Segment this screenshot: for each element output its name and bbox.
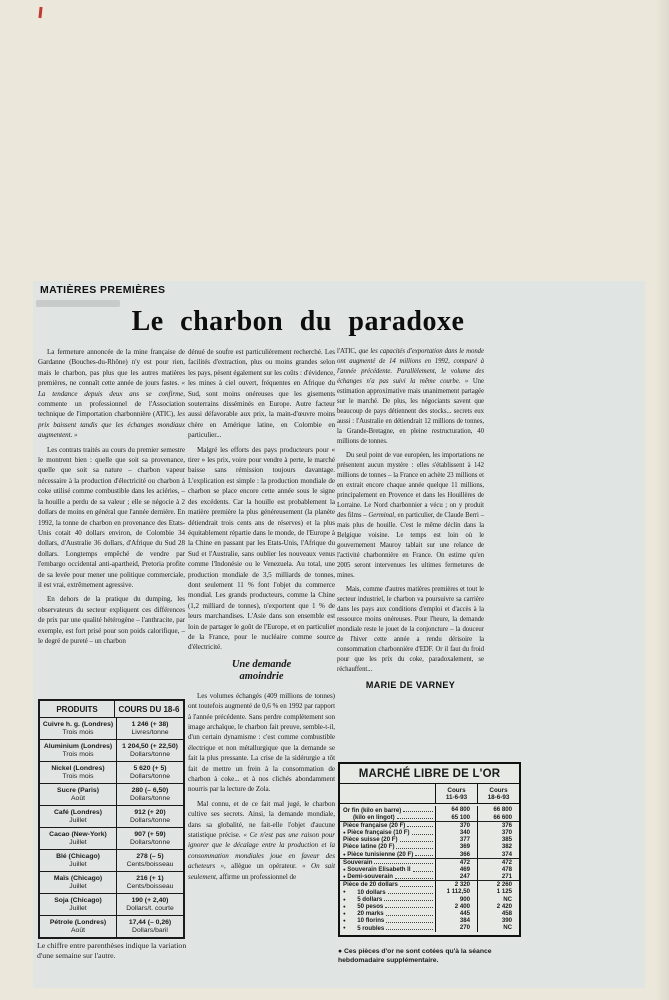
- gold-price-18-6-93: NC: [477, 896, 519, 903]
- gold-row-label: 10 florins: [357, 917, 385, 925]
- gold-market-table: [338, 762, 521, 937]
- gold-row: [340, 850, 519, 858]
- commodity-unit: Livres/tonne: [131, 728, 169, 736]
- author-signature: MARIE DE VARNEY: [365, 680, 456, 690]
- commodity-row: [40, 783, 183, 805]
- commodity-period: Juillet: [69, 816, 87, 824]
- commodity-price-cell: [117, 850, 183, 871]
- dotted-leader: [400, 841, 433, 842]
- column-2-bottom-paragraphs: [188, 691, 335, 882]
- commodity-price-cell: [117, 784, 183, 805]
- gold-row-label: Souverain Elisabeth II: [347, 866, 411, 873]
- body-text: Mais, comme d'autres matières premières et tout le secteur industriel, le charbon va poursuivre sa carrière dans les pays aux conditions d'emploi et d'accès à la ressource moins onéreuses. Pour l'heure, la demande mondiale reste le jouet de la conjoncture – la douceur de l'hiver cette année a rendu dérisoire la consommation charbonnière d'EDF. Or il faut du froid pour que les prix du coke, paradoxalement, se réchauffent...: [337, 586, 484, 673]
- gold-price-18-6-93: 390: [477, 917, 519, 924]
- section-kicker: MATIÈRES PREMIÈRES: [40, 284, 166, 296]
- gold-price-11-6-93: 370: [435, 822, 477, 829]
- commodity-period: Juillet: [69, 882, 87, 890]
- commodity-row: [40, 827, 183, 849]
- bullet-icon: ●: [343, 925, 346, 931]
- body-text: La fermeture annoncée de la mine française de Gardanne (Bouches-du-Rhône) n'y est pour rien, mais le charbon, pas plus que les autres matières premières, ne connaît cette année de jours fastes.: [38, 348, 185, 388]
- commodity-name-cell: [40, 850, 117, 871]
- gold-header-col2-line2: 18-6-93: [487, 793, 510, 801]
- dotted-leader: [407, 826, 433, 827]
- body-text: commente un professionnel de l'Association technique de l'importation charbonnière (ATIC),: [38, 400, 185, 419]
- gold-header-col1-line2: 11-6-93: [445, 793, 468, 801]
- quote-text: « La tendance depuis deux ans se confirme,: [38, 379, 185, 398]
- gold-price-18-6-93: 370: [477, 829, 519, 836]
- dotted-leader: [400, 886, 433, 887]
- gold-row-label: Pièce suisse (20 F): [343, 836, 398, 844]
- commodity-unit: Dollars/tonne: [129, 772, 171, 780]
- commodity-unit: Dollars/tonne: [129, 838, 171, 846]
- commodity-name: Cacao (New-York): [49, 830, 107, 838]
- article-subhead: [188, 659, 335, 684]
- article-paragraph: [38, 445, 185, 591]
- commodity-period: Août: [71, 926, 85, 934]
- article-paragraph: [188, 799, 335, 882]
- gold-row-label: 20 marks: [357, 910, 384, 918]
- article-paragraph: [337, 585, 484, 675]
- commodities-header-products: PRODUITS: [40, 701, 115, 717]
- commodity-period: Août: [71, 794, 85, 802]
- gold-price-11-6-93: 366: [435, 850, 477, 857]
- gold-row-label-cell: [340, 829, 435, 836]
- gold-row-label: Pièce française (20 F): [343, 821, 406, 829]
- commodity-name: Café (Londres): [54, 808, 102, 816]
- gold-row: [340, 814, 519, 822]
- body-text: l'ATIC,: [337, 348, 359, 355]
- body-text: Malgré les efforts des pays producteurs pour « tirer » les prix, voire pour vendre à perte, le marché baisse sans rémission toujours davantage. L'explication est simple : la production mondiale de charbon se place encore cette année sous le signe des excédents. Car la houille est probablement la matière première la plus généreusement (la planète détiendrait trois cents ans de réserves) et la plus équitablement répartie dans le monde, de l'Europe à la Chine en passant par les Etats-Unis, l'Afrique du Sud et l'Australie, sans oublier les nouveaux venus comme l'Indonésie ou le Venezuela. Au total, une production mondiale de 3,5 milliards de tonnes, dont seulement 11 % font l'objet du commerce mondial. Les grands producteurs, comme la Chine (1,2 milliard de tonnes), n'exportent que 1 % de leurs marchandises. L'Asie dans son ensemble est loin de partager le goût de l'Europe, et en particulier de la France, pour le nucléaire comme source d'électricité.: [188, 445, 335, 652]
- dotted-leader: [403, 811, 433, 812]
- commodity-price: 216 (+ 1): [136, 874, 164, 882]
- gold-header-col1-line1: Cours: [447, 786, 466, 794]
- gold-price-11-6-93: 65 100: [435, 814, 477, 821]
- gold-price-11-6-93: 247: [435, 873, 477, 880]
- gold-row-label-cell: [340, 881, 435, 888]
- commodity-name-cell: [40, 872, 117, 893]
- commodity-period: Trois mois: [62, 772, 94, 780]
- dotted-leader: [413, 871, 433, 872]
- article-paragraph: [38, 594, 185, 646]
- gold-row: [340, 822, 519, 829]
- gold-row: [340, 836, 519, 843]
- gold-price-18-6-93: 376: [477, 822, 519, 829]
- gold-row: [340, 829, 519, 836]
- commodity-unit: Dollars/t. courte: [126, 904, 174, 912]
- gold-price-11-6-93: 270: [435, 924, 477, 931]
- commodities-table-footnote: Le chiffre entre parenthèses indique la variation d'une semaine sur l'autre.: [37, 941, 187, 960]
- gold-price-18-6-93: NC: [477, 924, 519, 931]
- commodities-header-price: COURS DU 18-6: [118, 705, 180, 714]
- commodity-name: Pétrole (Londres): [49, 918, 107, 926]
- gold-header-col2-line1: Cours: [489, 786, 508, 794]
- article-column-1: [38, 347, 185, 650]
- body-text: Mal connu, et de ce fait mal jugé, le charbon cultive ses secrets. Ainsi, la demande mondiale, dans sa globalité, ne fait-elle l'objet d'aucune statistique précise.: [188, 799, 335, 840]
- commodity-name: Cuivre h. g. (Londres): [42, 720, 114, 728]
- gold-row-label: Demi-souverain: [347, 873, 393, 881]
- commodity-row: [40, 739, 183, 761]
- gold-price-18-6-93: 472: [477, 859, 519, 866]
- bullet-icon: ●: [343, 851, 346, 857]
- gold-row-label: 50 pesos: [357, 902, 384, 910]
- body-text: En dehors de la pratique du dumping, les observateurs du secteur expliquent ces différences de prix par une qualité hétérogène – l'anthracite, par exemple, est fort prisé pour son poids calorifique, – le degré de pureté – un charbon: [38, 595, 185, 645]
- gold-row: [340, 806, 519, 813]
- gold-row-label: Pièce de 20 dollars: [343, 881, 398, 889]
- column-3-paragraphs: [337, 347, 484, 675]
- article-headline: Le charbon du paradoxe: [131, 306, 465, 337]
- bullet-icon: ●: [343, 911, 346, 917]
- commodity-name-cell: [40, 894, 117, 915]
- commodities-table: [38, 699, 185, 939]
- gold-row-label-cell: [340, 806, 435, 813]
- commodity-price-cell: [117, 916, 183, 937]
- commodity-name-cell: [40, 784, 117, 805]
- gold-row-label: 5 roubles: [357, 924, 385, 932]
- gold-row-label-cell: [340, 917, 435, 924]
- commodity-period: Trois mois: [62, 750, 94, 758]
- gold-table-footnote: ● Ces pièces d'or ne sont cotées qu'à la séance hebdomadaire supplémentaire.: [338, 948, 492, 964]
- body-text: dénué de soufre est particulièrement recherché. Les facilités d'extraction, plus ou moins grandes selon les pays, pèsent également sur les coûts : d'évidence, les mines à ciel ouvert, fréquentes en Afrique du Sud, sont moins onéreuses que les gisements souterrains disséminés en Europe. Autre facteur aussi défavorable aux prix, la main-d'œuvre moins chère en Amérique latine, en Colombie en particulier...: [188, 348, 335, 440]
- commodity-price: 280 (– 6,50): [131, 786, 169, 794]
- gold-row-label-cell: [340, 814, 435, 821]
- commodity-price-cell: [117, 762, 183, 783]
- commodity-row: [40, 915, 183, 937]
- gold-price-11-6-93: 2 320: [435, 881, 477, 888]
- commodity-price: 17,44 (– 0,26): [128, 918, 172, 926]
- gold-price-18-6-93: 271: [477, 873, 519, 880]
- dotted-leader: [386, 922, 433, 923]
- gold-row-label: Or fin (kilo en barre): [343, 806, 402, 814]
- gold-row: [340, 873, 519, 881]
- dotted-leader: [374, 863, 433, 864]
- quote-text: les prix baissent tandis que les échanges mondiaux augmentent. »: [38, 410, 185, 440]
- gold-price-18-6-93: 2 420: [477, 903, 519, 910]
- gold-header-spacer: [340, 784, 435, 803]
- commodity-row: [40, 871, 183, 893]
- gold-row-label-cell: [340, 866, 435, 873]
- gold-price-18-6-93: 2 260: [477, 881, 519, 888]
- gold-row: [340, 866, 519, 873]
- bullet-icon: ●: [343, 889, 346, 895]
- article-paragraph: [188, 445, 335, 653]
- commodity-unit: Dollars/tonne: [129, 816, 171, 824]
- gold-price-11-6-93: 64 800: [435, 806, 477, 813]
- commodity-name: Nickel (Londres): [51, 764, 105, 772]
- gold-row-label: 5 dollars: [357, 895, 383, 903]
- gold-row-label-cell: [340, 836, 435, 843]
- commodity-unit: Cents/boisseau: [126, 860, 174, 868]
- bullet-icon: ●: [343, 896, 346, 902]
- commodity-name: Maïs (Chicago): [53, 874, 103, 882]
- article-column-2: [188, 347, 335, 886]
- commodity-unit: Cents/boisseau: [126, 882, 174, 890]
- commodity-name-cell: [40, 806, 117, 827]
- commodity-unit: Dollars/baril: [132, 926, 168, 934]
- commodity-name-cell: [40, 718, 117, 739]
- commodity-row: [40, 893, 183, 915]
- gold-row-label-cell: [340, 822, 435, 829]
- commodity-name-cell: [40, 740, 117, 761]
- commodity-price-cell: [117, 740, 183, 761]
- dotted-leader: [397, 818, 433, 819]
- gold-row-label-cell: [340, 888, 435, 895]
- commodity-name: Aluminium (Londres): [43, 742, 113, 750]
- gold-row: [340, 903, 519, 910]
- gold-row: [340, 881, 519, 888]
- commodity-price-cell: [117, 894, 183, 915]
- gold-row-label-cell: [340, 903, 435, 910]
- body-text: Les contrats traités au cours du premier semestre le montrent bien : quelle que soit sa provenance, quelle que soit sa nature – charbon vapeur nécessaire à la production d'électricité ou charbon à coke utilisé comme combustible dans les aciéries, – la houille a perdu de sa valeur ; elle se négocie à 2 dollars de moins en général que l'année dernière. En 1992, la tonne de charbon en provenance des Etats-Unis cotait 40 dollars environ, de Colombie 34 dollars, d'Australie 36 dollars, d'Afrique du Sud 28 dollars. Longtemps empêché de vendre par l'embargo occidental anti-apartheid, Pretoria profite de sa levée pour mener une politique commerciale, il est vrai, extrêmement agressive.: [38, 445, 185, 589]
- gold-row-label: Pièce latine (20 F): [343, 843, 395, 851]
- article-paragraph: [188, 347, 335, 441]
- gold-row-label-cell: [340, 859, 435, 866]
- gold-row-label-cell: [340, 910, 435, 917]
- commodity-period: Juillet: [69, 860, 87, 868]
- column-2-top-paragraphs: [188, 347, 335, 653]
- commodity-row: [40, 805, 183, 827]
- gold-table-title: MARCHÉ LIBRE DE L'OR: [340, 764, 519, 784]
- gold-price-18-6-93: 478: [477, 866, 519, 873]
- commodity-unit: Dollars/tonne: [129, 750, 171, 758]
- bullet-icon: ●: [343, 903, 346, 909]
- subhead-line-1: Une demande: [231, 658, 292, 670]
- commodity-period: Juillet: [69, 838, 87, 846]
- dotted-leader: [388, 893, 433, 894]
- dotted-leader: [396, 848, 433, 849]
- gold-row-label: (kilo en lingot): [353, 813, 395, 821]
- gold-row: [340, 859, 519, 866]
- gold-row: [340, 896, 519, 903]
- body-text: affirme un professionnel de: [219, 872, 297, 881]
- gold-price-18-6-93: 66 800: [477, 806, 519, 813]
- commodity-row: [40, 718, 183, 739]
- commodity-name: Blé (Chicago): [56, 852, 100, 860]
- gold-row-label-cell: [340, 924, 435, 931]
- commodity-price: 5 620 (+ 5): [133, 764, 167, 772]
- gold-price-11-6-93: 2 400: [435, 903, 477, 910]
- commodity-price: 907 (+ 59): [134, 830, 166, 838]
- gold-row-label: Pièce française (10 F): [347, 829, 410, 837]
- bullet-icon: ●: [343, 874, 346, 880]
- commodity-unit: Dollars/tonne: [129, 794, 171, 802]
- dotted-leader: [384, 900, 433, 901]
- body-text: , en particulier, de Claude Berri – mais plus de houille. C'est le même déclin dans la Belgique voisine. Le temps est loin où le gouvernement Mauroy tablait sur une relance de l'activité charbonnière en France. On estime qu'en 2005 seront intervenues les ultimes fermetures de mines.: [337, 512, 484, 579]
- gold-price-18-6-93: 458: [477, 910, 519, 917]
- body-text: Les volumes échangés (409 millions de tonnes) ont toutefois augmenté de 0,6 % en 1992 par rapport à l'année précédente. Sans perdre complètement son image archaïque, le charbon fait preuve, semble-t-il, d'un certain dynamisme : c'est comme combustible électrique et non métallurgique que la demande se fait la plus pressante. La crise de la sidérurgie a tôt fait de mettre un frein à la consommation de charbon à coke... et à nos clichés abondamment nourris par la lecture de Zola.: [188, 691, 335, 794]
- body-text: Du seul point de vue européen, les importations ne présentent aucun mystère : elles s'établissent à 142 millions de tonnes – la France en achète 23 millions et en extrait encore chaque année quelque 11 millions, principalement en Provence et dans les Houillères de Lorraine. Le Nord charbonnier a vécu ; on y produit des films –: [337, 452, 484, 519]
- gold-row-label-cell: [340, 873, 435, 880]
- commodity-price-cell: [117, 828, 183, 849]
- dotted-leader: [415, 855, 433, 856]
- commodity-price: 190 (+ 2,40): [131, 896, 169, 904]
- dotted-leader: [386, 915, 433, 916]
- gold-row: [340, 917, 519, 924]
- commodity-price: 912 (+ 20): [134, 808, 166, 816]
- commodity-period: Juillet: [69, 904, 87, 912]
- dotted-leader: [385, 907, 433, 908]
- commodity-period: Trois mois: [62, 728, 94, 736]
- gold-header-col-1: [435, 784, 477, 803]
- gold-row-label-cell: [340, 843, 435, 850]
- body-text: allègue un opérateur.: [231, 862, 303, 871]
- gold-price-11-6-93: 445: [435, 910, 477, 917]
- gold-row-label: 10 dollars: [357, 888, 386, 896]
- gold-price-18-6-93: 1 125: [477, 888, 519, 895]
- quote-text: que les capacités d'exportation dans le monde ont augmenté de 14 millions en 1992, comparé à l'année précédente. Parallèlement, le volume des échanges n'a pas suivi la même courbe. »: [337, 348, 484, 385]
- gold-price-18-6-93: 66 600: [477, 814, 519, 821]
- commodity-name-cell: [40, 916, 117, 937]
- gold-price-11-6-93: 472: [435, 859, 477, 866]
- commodity-name: Soja (Chicago): [54, 896, 102, 904]
- quote-text: « Ce n'est pas une raison pour ignorer que le décalage entre la production et la consommation mondiales joue en faveur des acheteurs »,: [188, 831, 335, 871]
- gold-price-11-6-93: 384: [435, 917, 477, 924]
- commodities-table-body: [40, 718, 183, 937]
- dotted-leader: [395, 878, 433, 879]
- commodity-price: 1 204,50 (+ 22,50): [122, 742, 178, 750]
- commodity-row: [40, 849, 183, 871]
- gold-price-11-6-93: 340: [435, 829, 477, 836]
- gold-row: [340, 843, 519, 850]
- dotted-leader: [412, 834, 433, 835]
- gold-row: [340, 910, 519, 917]
- bullet-icon: ●: [343, 918, 346, 924]
- commodity-price: 278 (– 5): [136, 852, 164, 860]
- gold-price-11-6-93: 377: [435, 836, 477, 843]
- commodity-name-cell: [40, 762, 117, 783]
- gold-price-11-6-93: 469: [435, 866, 477, 873]
- dotted-leader: [386, 929, 433, 930]
- gold-table-body: [340, 804, 519, 934]
- gold-row: [340, 888, 519, 895]
- commodity-price: 1 246 (+ 38): [131, 720, 169, 728]
- gold-price-11-6-93: 900: [435, 896, 477, 903]
- commodities-table-header: [40, 701, 183, 718]
- commodity-name: Sucre (Paris): [57, 786, 99, 794]
- gold-price-11-6-93: 369: [435, 843, 477, 850]
- gold-row-label: Pièce tunisienne (20 F): [347, 850, 414, 858]
- gold-header-col-2: [477, 784, 519, 803]
- gold-price-18-6-93: 374: [477, 850, 519, 857]
- commodity-price-cell: [117, 718, 183, 739]
- article-paragraph: [38, 347, 185, 441]
- article-paragraph: [337, 347, 484, 447]
- quote-text: Germinal: [368, 512, 395, 519]
- commodity-name-cell: [40, 828, 117, 849]
- bullet-icon: ●: [343, 866, 346, 872]
- commodity-price-cell: [117, 872, 183, 893]
- gold-price-18-6-93: 382: [477, 843, 519, 850]
- subhead-line-2: amoindrie: [239, 671, 284, 683]
- commodity-price-cell: [117, 806, 183, 827]
- article-paragraph: [188, 691, 335, 795]
- gold-row: [340, 924, 519, 931]
- gold-price-18-6-93: 385: [477, 836, 519, 843]
- article-column-3: [337, 347, 484, 690]
- commodity-row: [40, 761, 183, 783]
- bullet-icon: ●: [343, 829, 346, 835]
- gold-table-header: [340, 784, 519, 804]
- gold-row-label-cell: [340, 850, 435, 857]
- gold-row-label: Souverain: [343, 858, 373, 866]
- gold-price-11-6-93: 1 112,50: [435, 888, 477, 895]
- quote-text: « On sait seulement,: [188, 862, 336, 881]
- red-registration-mark: [38, 7, 42, 18]
- article-paragraph: [337, 451, 484, 581]
- body-text: Une estimation approximative mais unanimement partagée sur le marché. De plus, les négociants savent que beaucoup de pays détiennent des stocks... secrets eux aussi : l'Australie en détiendrait 12 millions de tonnes, la Grande-Bretagne, en pleine restructuration, 40 millions de tonnes.: [337, 378, 484, 445]
- gold-row-label-cell: [340, 896, 435, 903]
